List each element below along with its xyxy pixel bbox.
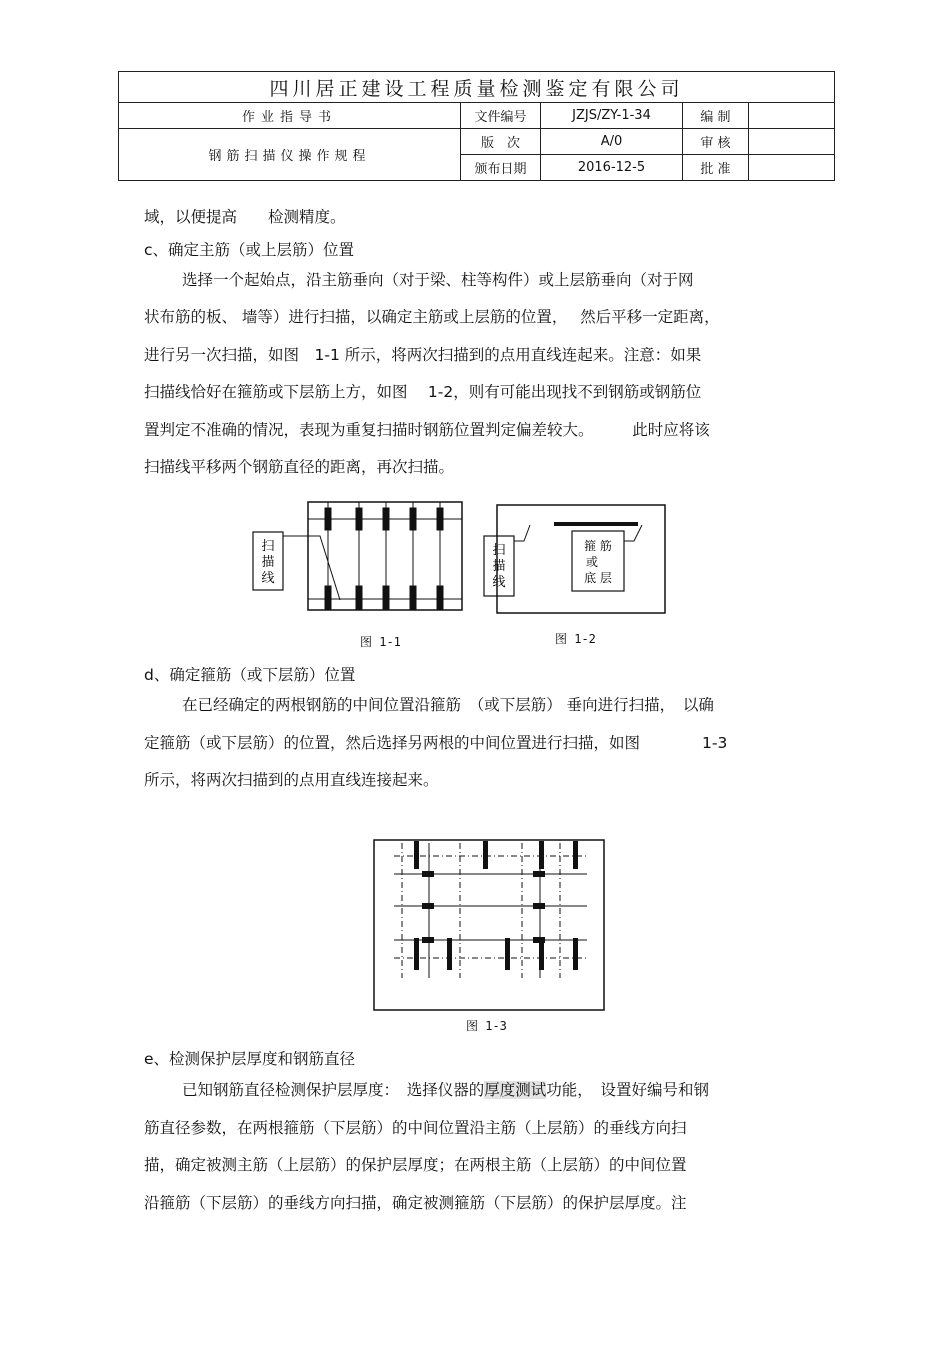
fig2-frame: [497, 505, 665, 613]
fig2-box-text: 或: [585, 555, 599, 569]
company-name: 四川居正建设工程质量检测鉴定有限公司: [119, 72, 835, 103]
section-c-heading: c、确定主筋（或上层筋）位置: [144, 241, 355, 259]
body-line: 进行另一次扫描，如图 1-1 所示，将两次扫描到的点用直线连起来。注意：如果: [144, 346, 702, 364]
figure-1-2: [482, 503, 668, 615]
figure-1-1: [250, 500, 470, 615]
approve-value: [749, 155, 835, 181]
fig3-frame: [374, 840, 604, 1010]
edition-value: A/0: [541, 129, 683, 155]
doc-title: 钢筋扫描仪操作规程: [119, 129, 461, 181]
approve-label: 批 准: [683, 155, 749, 181]
fig1-label-char: 扫: [261, 539, 275, 554]
body-text: 功能， 设置好编号和钢: [546, 1081, 710, 1099]
file-no-label: 文件编号: [461, 103, 541, 129]
fig3-dashdot-lines: [394, 843, 587, 978]
fig2-leader-left: [514, 525, 530, 541]
issue-date-value: 2016-12-5: [541, 155, 683, 181]
doc-type: 作业指导书: [119, 103, 461, 129]
fig2-label-char: 扫: [492, 543, 506, 558]
body-text: 已知钢筋直径检测保护层厚度： 选择仪器的: [182, 1081, 485, 1099]
section-d-heading: d、确定箍筋（或下层筋）位置: [144, 666, 356, 684]
body-line: 描，确定被测主筋（上层筋）的保护层厚度；在两根主筋（上层筋）的中间位置: [144, 1156, 687, 1174]
body-line: 沿箍筋（下层筋）的垂线方向扫描，确定被测箍筋（下层筋）的保护层厚度。注: [144, 1194, 687, 1212]
fig2-caption: 图 1-2: [555, 632, 596, 646]
fig1-bars: [325, 502, 443, 610]
fig3-caption: 图 1-3: [466, 1019, 507, 1033]
figure-1-3: [372, 838, 607, 1013]
body-line: 置判定不准确的情况，表现为重复扫描时钢筋位置判定偏差较大。 此时应将该: [144, 421, 710, 439]
body-line: 域，以便提高 检测精度。: [144, 208, 346, 226]
body-line: 筋直径参数，在两根箍筋（下层筋）的中间位置沿主筋（上层筋）的垂线方向扫: [144, 1119, 687, 1137]
section-e-heading: e、检测保护层厚度和钢筋直径: [144, 1050, 356, 1068]
body-line: [182, 1080, 709, 1100]
fig1-label-char: 线: [261, 571, 275, 586]
body-line: 扫描线恰好在箍筋或下层筋上方，如图 1-2，则有可能出现找不到钢筋或钢筋位: [144, 383, 702, 401]
fig2-top-bar: [554, 522, 638, 526]
fig2-leader-right: [624, 525, 642, 541]
review-value: [749, 129, 835, 155]
fig2-label-char: 描: [492, 559, 506, 574]
fig2-label-char: 线: [492, 575, 506, 590]
body-line: 扫描线平移两个钢筋直径的距离，再次扫描。: [144, 458, 455, 476]
highlighted-text: 厚度测试: [484, 1081, 547, 1099]
body-line: 在已经确定的两根钢筋的中间位置沿箍筋 （或下层筋） 垂向进行扫描， 以确: [182, 696, 714, 714]
review-label: 审 核: [683, 129, 749, 155]
body-line: 选择一个起始点，沿主筋垂向（对于梁、柱等构件）或上层筋垂向（对于网: [182, 271, 694, 289]
issue-date-label: 颁布日期: [461, 155, 541, 181]
body-line: 状布筋的板、 墙等）进行扫描，以确定主筋或上层筋的位置， 然后平移一定距离，: [144, 308, 720, 326]
compile-value: [749, 103, 835, 129]
fig2-box-text: 底 层: [584, 571, 612, 585]
file-no-value: JZJS/ZY-1-34: [541, 103, 683, 129]
body-line: 所示，将两次扫描到的点用直线连接起来。: [144, 771, 439, 789]
fig1-label-char: 描: [261, 555, 275, 570]
fig2-box-text: 箍 筋: [584, 539, 612, 553]
header-table: [118, 71, 835, 181]
body-line: 定箍筋（或下层筋）的位置，然后选择另两根的中间位置进行扫描，如图 1-3: [144, 734, 728, 752]
edition-label: 版 次: [461, 129, 541, 155]
compile-label: 编 制: [683, 103, 749, 129]
fig1-caption: 图 1-1: [360, 635, 401, 649]
